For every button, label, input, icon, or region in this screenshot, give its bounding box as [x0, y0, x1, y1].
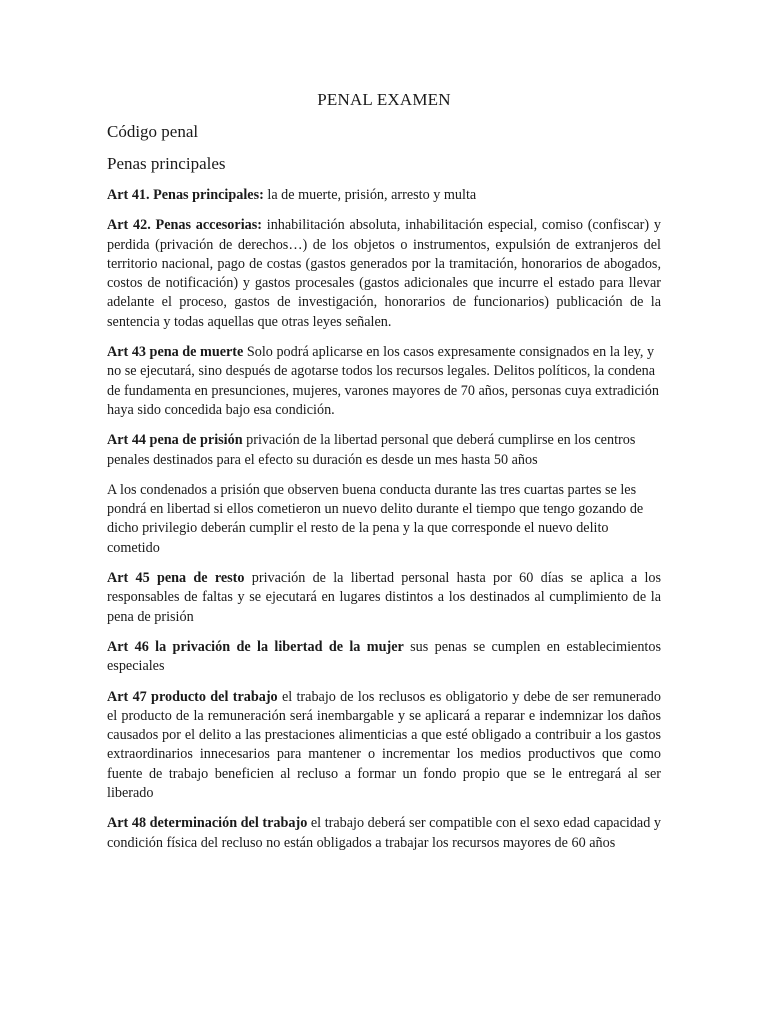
article-text: inhabilitación absoluta, inhabilitación especial, comiso (confiscar) y perdida (privación de derechos…) de los objetos o instrumentos, expulsión de extranjeros del territorio nacional, pago de costas (gastos generados por la tramitación, honorarios de abogados, costos de notificación) y gastos procesales (gastos adicionales que incurre el estado para llevar adelante el proceso, gastos de investigación, honorarios de funcionarios) publicación de la sentencia y todas aquellas que otras leyes señalen.: [107, 217, 661, 330]
article-label: Art 41. Penas principales:: [107, 187, 264, 203]
paragraph-art-46: [107, 638, 661, 677]
article-label: Art 47 producto del trabajo: [107, 688, 278, 705]
article-text: el trabajo deberá ser compatible con el sexo edad capacidad y condición física del recluso no están obligados a trabajar los recursos mayores de 60 años: [107, 815, 661, 851]
paragraph-art-42: [107, 216, 661, 332]
article-label: Art 46 la privación de la libertad de la mujer: [107, 638, 404, 655]
document-title: PENAL EXAMEN: [317, 90, 451, 109]
article-label: Art 42. Penas accesorias:: [107, 217, 262, 234]
paragraph-art-43: [107, 343, 661, 420]
paragraph-art-44-continued: [107, 481, 661, 558]
article-text: privación de la libertad personal hasta por 60 días se aplica a los responsables de faltas y se ejecutará en lugares distintos a los destinados al cumplimiento de la pena de prisión: [107, 570, 661, 625]
article-text: privación de la libertad personal que deberá cumplirse en los centros penales destinados para el efecto su duración es desde un mes hasta 50 años: [107, 432, 636, 468]
article-text: el trabajo de los reclusos es obligatorio y debe de ser remunerado el producto de la remuneración será inembargable y se aplicará a reparar e indemnizar los daños causados por el delito a las prestaciones alimenticias a que esté obligado a contribuir a los gastos extraordinarios innecesarios para mantener o incrementar los medios productivos que como fuente de trabajo beneficien al recluso a formar un fondo propio que se le entregará al ser liberado: [107, 688, 661, 802]
article-label: Art 44 pena de prisión: [107, 432, 243, 449]
paragraph-text: A los condenados a prisión que observen buena conducta durante las tres cuartas partes se les pondrá en libertad si ellos cometieron un nuevo delito durante el tiempo que tengo gozando de dicho privilegio deberán cumplir el resto de la pena y la que corresponde el nuevo delito cometido: [107, 481, 644, 556]
paragraph-art-41: [107, 186, 661, 205]
paragraph-art-47: [107, 688, 661, 804]
article-label: Art 43 pena de muerte: [107, 344, 244, 361]
paragraph-art-45: [107, 569, 661, 627]
paragraph-art-48: [107, 814, 661, 853]
paragraph-art-44: [107, 431, 661, 470]
article-label: Art 48 determinación del trabajo: [107, 815, 308, 832]
article-text: la de muerte, prisión, arresto y multa: [263, 187, 477, 203]
article-label: Art 45 pena de resto: [107, 570, 245, 587]
section-heading-codigo-penal: Código penal: [107, 122, 199, 141]
document-page: [107, 90, 661, 864]
article-text: sus penas se cumplen en establecimientos especiales: [107, 638, 661, 675]
article-text: Solo podrá aplicarse en los casos expresamente consignados en la ley, y no se ejecutará, sino después de agotarse todos los recursos legales. Delitos políticos, la condena de fundamenta en presunciones, mujeres, varones mayores de 70 años, personas cuya extradición haya sido concedida bajo esa condición.: [107, 344, 659, 418]
section-heading-penas-principales: Penas principales: [107, 154, 226, 173]
